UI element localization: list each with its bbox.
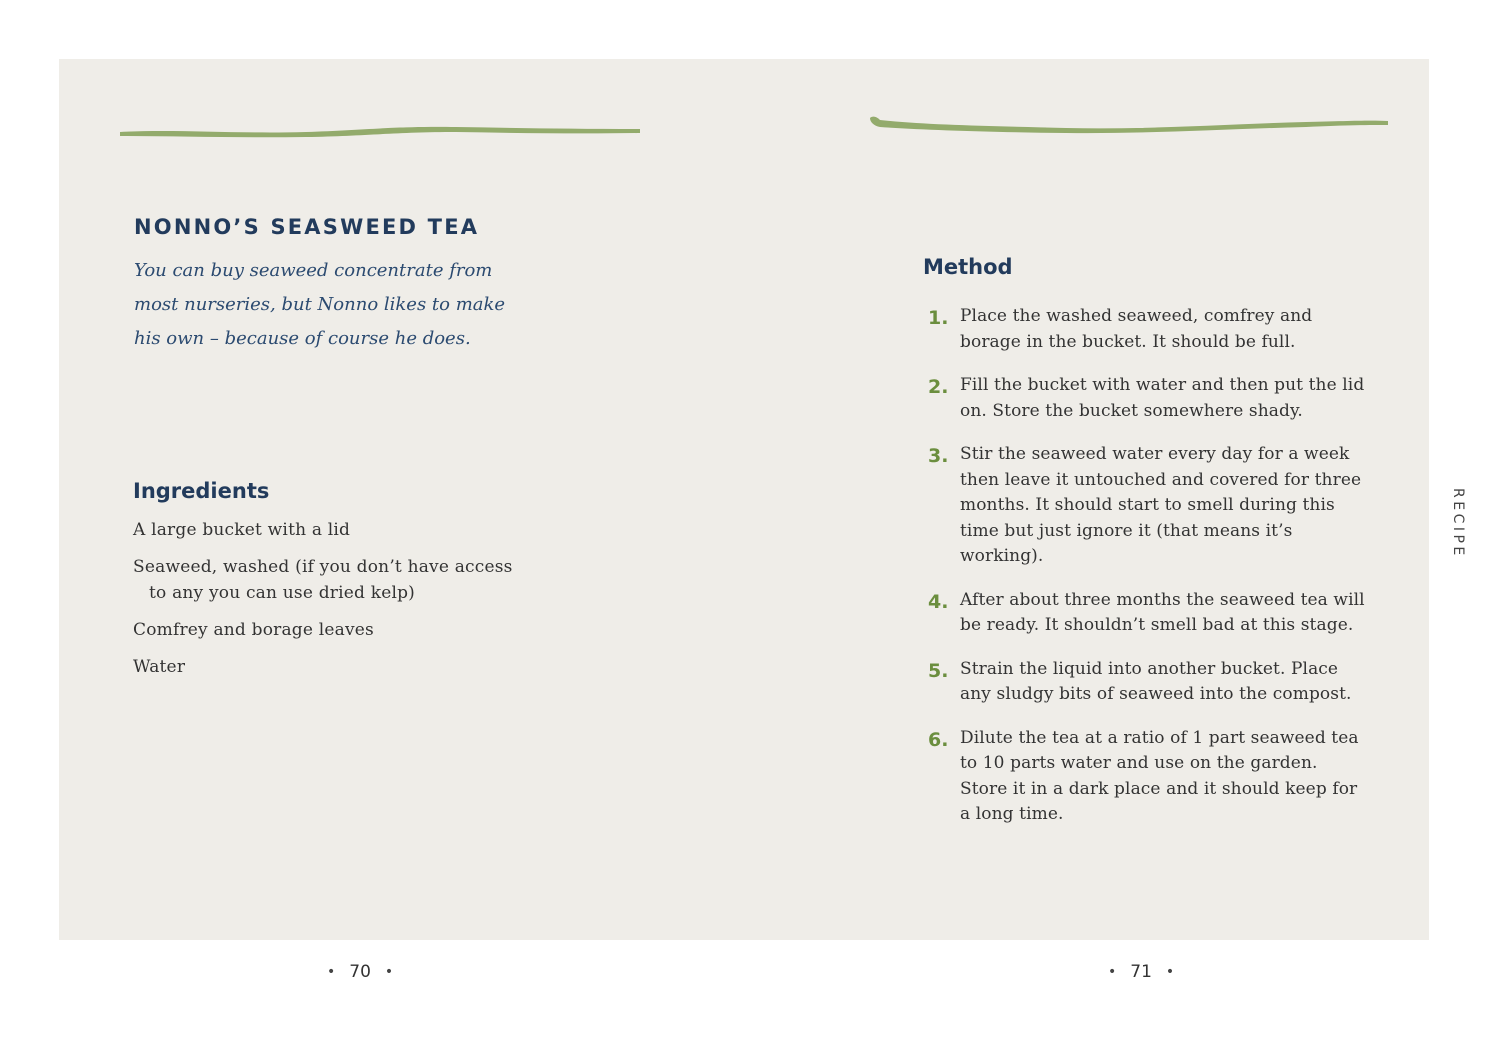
brush-stroke-left xyxy=(116,120,644,142)
step-number: 6. xyxy=(928,728,949,751)
page-number: 70 xyxy=(349,962,371,982)
folio-dot: • xyxy=(327,964,336,980)
method-steps xyxy=(928,304,1378,846)
step-number: 1. xyxy=(928,307,949,329)
method-heading: Method xyxy=(923,255,1013,279)
step-text: Strain the liquid into another bucket. Place any sludgy bits of seaweed into the compost. xyxy=(960,658,1352,704)
brush-stroke-right xyxy=(866,112,1392,138)
recipe-intro: You can buy seaweed concentrate from most nurseries, but Nonno likes to make his own – because of course he does. xyxy=(134,260,506,349)
section-tab-label: RECIPE xyxy=(1450,488,1466,559)
ingredient-item: Seaweed, washed (if you don’t have access to any you can use dried kelp) xyxy=(133,557,513,603)
ingredients-list xyxy=(133,517,533,691)
ingredient-item: Comfrey and borage leaves xyxy=(133,620,374,640)
step-text: Fill the bucket with water and then put the lid on. Store the bucket somewhere shady. xyxy=(960,375,1365,421)
method-step xyxy=(928,657,1378,708)
method-step xyxy=(928,442,1378,570)
step-number: 4. xyxy=(928,590,949,613)
method-step xyxy=(928,726,1378,828)
folio-dot: • xyxy=(384,964,394,980)
step-text: After about three months the seaweed tea will be ready. It shouldn’t smell bad at this stage. xyxy=(960,589,1365,635)
page-number-left xyxy=(327,962,393,982)
step-text: Dilute the tea at a ratio of 1 part seaweed tea to 10 parts water and use on the garden. Store it in a dark place and it should keep for a long time. xyxy=(960,727,1359,824)
recipe-title: NONNO’S SEASWEED TEA xyxy=(134,215,480,239)
folio-dot: • xyxy=(1165,964,1175,980)
ingredient-item: A large bucket with a lid xyxy=(133,520,351,540)
step-number: 5. xyxy=(928,659,949,682)
step-number: 2. xyxy=(928,376,949,398)
folio-dot: • xyxy=(1108,964,1117,980)
step-text: Place the washed seaweed, comfrey and borage in the bucket. It should be full. xyxy=(960,306,1313,352)
ingredient-item: Water xyxy=(133,657,186,677)
page-number-right xyxy=(1108,962,1174,982)
method-step xyxy=(928,304,1378,355)
step-number: 3. xyxy=(928,445,949,467)
method-step xyxy=(928,373,1378,424)
step-text: Stir the seaweed water every day for a week then leave it untouched and covered for three months. It should start to smell during this time but just ignore it (that means it’s working). xyxy=(960,444,1362,566)
ingredients-heading: Ingredients xyxy=(133,479,270,503)
method-step xyxy=(928,588,1378,639)
page-number: 71 xyxy=(1130,962,1152,982)
